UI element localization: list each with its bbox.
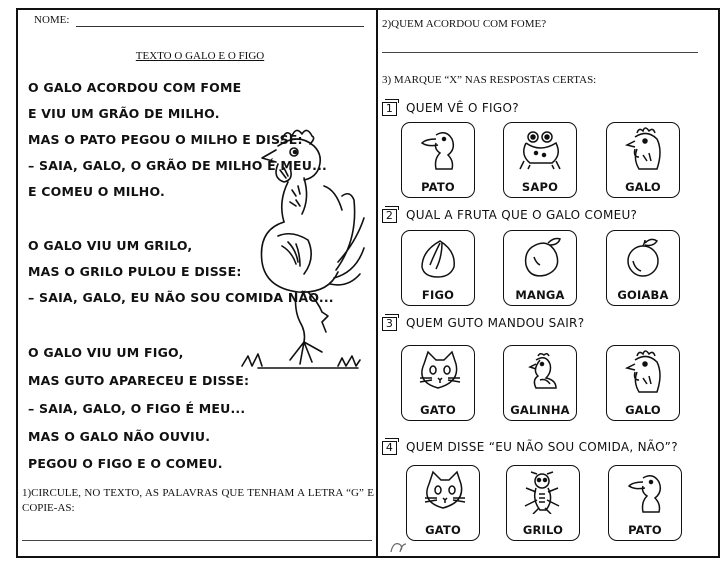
sub-question-text: QUEM DISSE “EU NÃO SOU COMIDA, NÃO”? [406,440,678,454]
option-card-galo[interactable] [606,122,680,198]
decorative-swirl-icon [388,538,410,554]
story-line: MAS O GRILO PULOU E DISSE: [28,264,242,279]
story-line: MAS O PATO PEGOU O MILHO E DISSE: [28,132,303,147]
option-label: GATO [425,523,461,537]
story-line: – SAIA, GALO, O FIGO É MEU... [28,401,246,416]
duck-icon [623,470,669,514]
option-card-galinha[interactable] [503,345,577,421]
number-badge: 2 [382,206,400,224]
option-label: FIGO [421,288,455,302]
story-line: PEGOU O FIGO E O COMEU. [28,456,223,471]
story-line: – SAIA, GALO, O GRÃO DE MILHO É MEU... [28,158,327,173]
option-card-gato[interactable] [401,345,475,421]
story-title: TEXTO O GALO E O FIGO [135,50,265,62]
cat-icon [416,350,462,394]
option-card-figo[interactable] [401,230,475,306]
sub-question-1 [382,99,519,117]
sub-question-3 [382,314,584,332]
question-1: 1)CIRCULE, NO TEXTO, AS PALAVRAS QUE TENHAM A LETRA “G” E COPIE-AS: [22,487,374,514]
sub-question-text: QUAL A FRUTA QUE O GALO COMEU? [406,208,638,222]
option-label: PATO [628,523,662,537]
number-badge: 3 [382,314,400,332]
duck-icon [416,127,462,171]
option-card-pato[interactable] [608,465,682,541]
option-label: PATO [421,180,455,194]
option-card-galo[interactable] [606,345,680,421]
rooster-icon [621,127,667,171]
sub-question-2 [382,206,637,224]
story-line: O GALO ACORDOU COM FOME [28,80,242,95]
number-badge: 1 [382,99,400,117]
option-label: GALO [625,180,661,194]
cat-icon [421,470,467,514]
option-card-gato[interactable] [406,465,480,541]
rooster-icon [621,350,667,394]
frame-top [16,8,720,10]
question-1-answer-line[interactable] [22,540,372,541]
mango-icon [518,235,564,279]
guava-icon [621,235,667,279]
rooster-illustration [238,120,370,372]
frame-left [16,8,18,558]
story-line: MAS O GALO NÃO OUVIU. [28,429,211,444]
sub-question-4 [382,438,678,456]
question-3: 3) MARQUE “X” NAS RESPOSTAS CERTAS: [382,74,597,86]
story-line: MAS GUTO APARECEU E DISSE: [28,373,250,388]
fig-icon [416,235,462,279]
frog-icon [518,127,564,171]
cricket-icon [521,470,567,514]
hen-icon [518,350,564,394]
name-label: NOME: [34,14,70,26]
option-card-grilo[interactable] [506,465,580,541]
option-label: MANGA [515,288,565,302]
number-badge: 4 [382,438,400,456]
story-line: E VIU UM GRÃO DE MILHO. [28,106,220,121]
frame-bottom [16,556,720,558]
question-2: 2)QUEM ACORDOU COM FOME? [382,18,547,30]
name-answer-line[interactable] [76,26,364,27]
story-line: E COMEU O MILHO. [28,184,165,199]
option-label: GRILO [522,523,564,537]
option-card-goiaba[interactable] [606,230,680,306]
story-line: O GALO VIU UM FIGO, [28,345,184,360]
column-divider [376,8,378,558]
sub-question-text: QUEM VÊ O FIGO? [406,101,519,115]
option-label: GOIABA [617,288,669,302]
sub-question-text: QUEM GUTO MANDOU SAIR? [406,316,585,330]
option-label: GALO [625,403,661,417]
option-label: SAPO [521,180,559,194]
option-label: GATO [420,403,456,417]
option-label: GALINHA [510,403,570,417]
option-card-manga[interactable] [503,230,577,306]
story-line: O GALO VIU UM GRILO, [28,238,193,253]
question-2-answer-line[interactable] [382,52,698,53]
option-card-sapo[interactable] [503,122,577,198]
frame-right [718,8,720,558]
story-line: – SAIA, GALO, EU NÃO SOU COMIDA NÃO... [28,290,334,305]
option-card-pato[interactable] [401,122,475,198]
